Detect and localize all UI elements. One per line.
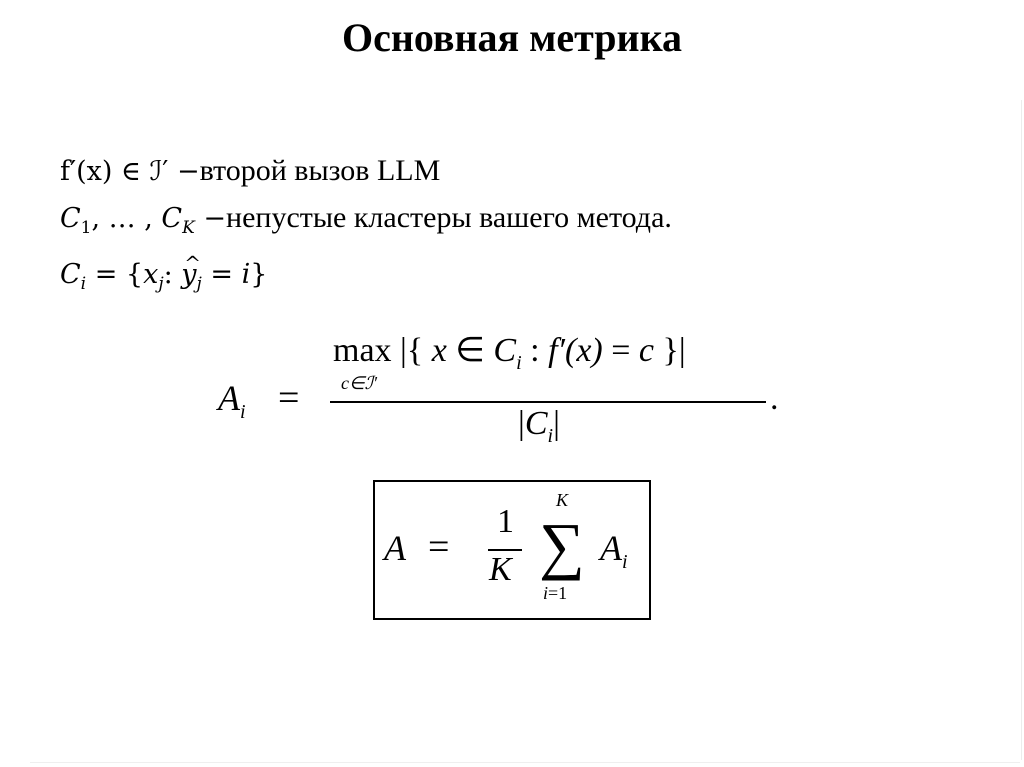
ci-eq: = { <box>86 259 144 290</box>
term-sub: i <box>622 551 628 573</box>
cluster-c1: C <box>60 203 81 234</box>
x-sub: j <box>158 274 164 294</box>
fraction-bar-ai <box>330 401 766 403</box>
slide-title: Основная метрика <box>341 15 683 60</box>
formula-a-numerator: 1 <box>497 503 514 540</box>
sum-upper-limit: K <box>556 490 569 510</box>
definition-line-1 <box>60 148 672 195</box>
den-c: C <box>524 405 548 442</box>
max-subscript: c∈ℐ′ <box>341 373 378 393</box>
max-operator: max <box>333 332 392 369</box>
formula-a-lhs: A <box>384 528 406 568</box>
cluster-ck-sub: K <box>182 218 195 238</box>
ai-lhs-sub: i <box>240 401 246 423</box>
definition-2-text: непустые кластеры вашего метода. <box>226 201 672 234</box>
x-symbol: x <box>143 259 159 290</box>
ci-sub: i <box>80 274 87 294</box>
numerator-c-sub: i <box>516 352 522 374</box>
numerator-close: }| <box>654 332 686 369</box>
definitions-block <box>60 148 672 307</box>
formula-ai-lhs <box>218 377 246 424</box>
definition-line-3 <box>60 251 672 307</box>
i-symbol: i <box>241 259 251 290</box>
slide-edge-right <box>1021 100 1022 760</box>
ci-symbol: C <box>60 259 81 290</box>
den-open: | <box>518 405 525 442</box>
formula-ai-denominator <box>518 405 560 448</box>
y-hat-symbol: ^ y <box>181 252 196 298</box>
den-close: | <box>553 405 560 442</box>
ai-lhs-letter: A <box>218 378 240 418</box>
formula-a-equals: = <box>428 526 450 568</box>
numerator-in: ∈ <box>446 332 494 369</box>
y-sub: j <box>196 274 202 294</box>
numerator-cvar: c <box>638 332 655 369</box>
formula-ai-period: . <box>770 380 779 417</box>
formula-a-term <box>600 527 628 574</box>
term-letter: A <box>600 528 622 568</box>
cluster-dash: − <box>194 203 227 234</box>
cluster-ck: C <box>161 203 183 234</box>
formula-ai-equals: = <box>278 377 300 419</box>
definition-1-text: второй вызов LLM <box>199 154 441 187</box>
numerator-open: |{ <box>400 332 432 369</box>
numerator-colon: : <box>521 332 549 369</box>
cluster-c1-sub: 1 <box>80 218 92 238</box>
set-eq: = <box>201 259 242 290</box>
formula-ai-numerator <box>333 330 686 375</box>
numerator-x: x <box>431 332 447 369</box>
set-close: } <box>250 259 268 290</box>
sum-lower-rest: =1 <box>548 583 568 603</box>
formula-a-denominator: K <box>489 551 512 588</box>
sum-lower-var: i <box>543 583 549 603</box>
den-sub: i <box>547 425 554 447</box>
numerator-c: C <box>493 332 517 369</box>
definition-line-2 <box>60 195 672 251</box>
sum-lower-limit <box>543 583 567 604</box>
sum-sigma-icon: ∑ <box>539 510 585 581</box>
numerator-f: f′(x) <box>548 332 603 369</box>
set-colon: : <box>163 259 182 290</box>
slide-edge-bottom <box>30 762 1020 763</box>
numerator-eq: = <box>602 332 639 369</box>
definition-1-math: f′(x) ∈ ℐ′ − <box>60 156 200 187</box>
cluster-ellipsis: , … , <box>91 203 162 234</box>
